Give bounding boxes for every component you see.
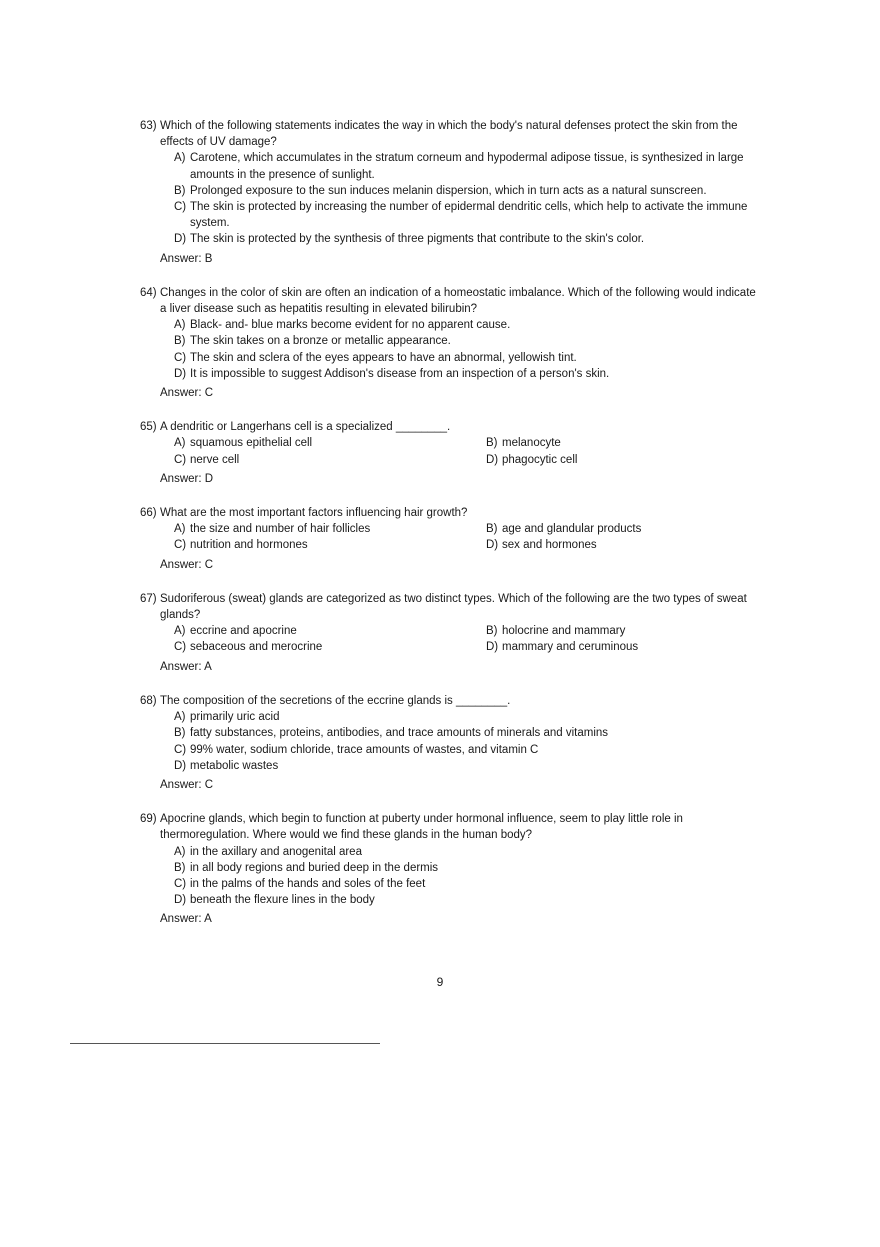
question-number: 65)	[140, 421, 157, 434]
question-item	[140, 591, 760, 675]
choice-text: melanocyte	[502, 437, 561, 450]
question-text: A dendritic or Langerhans cell is a specialized ________.	[160, 421, 451, 434]
question-item	[140, 505, 760, 573]
answer-choice	[174, 892, 760, 908]
answer-choice	[486, 452, 746, 468]
choice-text: It is impossible to suggest Addison's disease from an inspection of a person's skin.	[190, 367, 610, 380]
choice-text: Carotene, which accumulates in the stratum corneum and hypodermal adipose tissue, is synthesized in large amounts in the presence of sunlight.	[190, 152, 744, 181]
choice-letter: A)	[174, 523, 186, 536]
question-list	[140, 118, 760, 946]
answer-choices	[174, 844, 760, 909]
choice-text: The skin and sclera of the eyes appears to have an abnormal, yellowish tint.	[190, 351, 577, 364]
choice-letter: C)	[174, 743, 187, 756]
choice-text: nutrition and hormones	[190, 539, 308, 552]
choice-text: sex and hormones	[502, 539, 597, 552]
question-number: 68)	[140, 694, 157, 707]
answer-key: Answer: C	[160, 558, 214, 571]
choice-letter: D)	[486, 453, 499, 466]
choice-letter: C)	[174, 877, 187, 890]
choice-letter: D)	[486, 641, 499, 654]
choice-text: in all body regions and buried deep in the dermis	[190, 861, 439, 874]
question-number: 63)	[140, 120, 157, 132]
question-text: What are the most important factors influencing hair growth?	[160, 507, 468, 520]
answer-key: Answer: C	[160, 778, 214, 791]
answer-choice	[174, 709, 760, 725]
answer-key: Answer: A	[160, 913, 212, 926]
answer-choice	[174, 844, 760, 860]
choice-text: beneath the flexure lines in the body	[190, 894, 375, 907]
choice-letter: D)	[486, 539, 499, 552]
answer-choice	[174, 742, 760, 758]
choice-text: Prolonged exposure to the sun induces melanin dispersion, which in turn acts as a natural sunscreen.	[190, 184, 707, 197]
answer-choices	[174, 709, 760, 774]
choice-text: eccrine and apocrine	[190, 625, 297, 638]
question-number: 69)	[140, 813, 157, 826]
choice-text: mammary and ceruminous	[502, 641, 639, 654]
answer-choices	[174, 317, 760, 382]
answer-choice	[486, 639, 746, 655]
choice-letter: A)	[174, 845, 186, 858]
question-text: Apocrine glands, which begin to function at puberty under hormonal influence, seem to play little role in thermoregulation. Where would we find these glands in the human body?	[160, 813, 683, 842]
choice-letter: A)	[174, 152, 186, 165]
choice-letter: A)	[174, 437, 186, 450]
choice-letter: B)	[174, 184, 186, 197]
choice-letter: C)	[174, 201, 187, 214]
answer-choice	[174, 623, 486, 639]
question-text: Sudoriferous (sweat) glands are categorized as two distinct types. Which of the following are the two types of sweat glands?	[160, 592, 747, 622]
choice-text: The skin is protected by increasing the number of epidermal dendritic cells, which help to activate the immune system.	[190, 201, 748, 230]
question-header	[140, 591, 760, 623]
answer-key: Answer: B	[160, 252, 213, 265]
choice-text: The skin takes on a bronze or metallic appearance.	[190, 335, 451, 348]
answer-choice	[174, 521, 486, 537]
answer-choice	[174, 231, 760, 247]
question-text: Changes in the color of skin are often an indication of a homeostatic imbalance. Which of the following would indicate a liver disease such as hepatitis resulting in elevated bilirubin?	[160, 286, 756, 316]
choice-text: holocrine and mammary	[502, 625, 626, 638]
question-number: 64)	[140, 286, 157, 299]
answer-choices	[174, 623, 760, 655]
choice-text: in the palms of the hands and soles of the feet	[190, 877, 426, 890]
page-number: 9	[436, 975, 444, 989]
choice-text: age and glandular products	[502, 523, 642, 536]
answer-choices	[174, 521, 760, 553]
choice-text: the size and number of hair follicles	[190, 523, 371, 536]
choice-text: sebaceous and merocrine	[190, 641, 323, 654]
answer-choice	[174, 199, 760, 231]
choice-text: fatty substances, proteins, antibodies, and trace amounts of minerals and vitamins	[190, 727, 609, 740]
choice-letter: B)	[174, 727, 186, 740]
answer-choice	[174, 758, 760, 774]
choice-text: 99% water, sodium chloride, trace amounts of wastes, and vitamin C	[190, 743, 539, 756]
choice-letter: D)	[174, 367, 187, 380]
answer-choice	[174, 639, 486, 655]
answer-choice	[174, 333, 760, 349]
choice-letter: B)	[174, 861, 186, 874]
choice-text: Black- and- blue marks become evident for no apparent cause.	[190, 319, 511, 332]
choice-letter: A)	[174, 711, 186, 724]
choice-letter: C)	[174, 539, 187, 552]
answer-choice	[174, 435, 486, 451]
choice-letter: C)	[174, 641, 187, 654]
answer-choice	[174, 183, 760, 199]
answer-choices	[174, 435, 760, 467]
answer-choice	[486, 435, 746, 451]
question-header	[140, 419, 760, 435]
question-header	[140, 811, 760, 843]
choice-letter: D)	[174, 759, 187, 772]
question-item	[140, 118, 760, 267]
choice-letter: D)	[174, 894, 187, 907]
choice-letter: D)	[174, 233, 187, 246]
choice-text: metabolic wastes	[190, 759, 279, 772]
choice-letter: C)	[174, 453, 187, 466]
choice-text: The skin is protected by the synthesis of three pigments that contribute to the skin's color.	[190, 233, 645, 246]
answer-choice	[174, 537, 486, 553]
choice-text: nerve cell	[190, 453, 240, 466]
choice-text: primarily uric acid	[190, 711, 280, 724]
choice-letter: B)	[486, 625, 498, 638]
answer-choice	[174, 860, 760, 876]
answer-choices	[174, 150, 760, 247]
question-text: The composition of the secretions of the eccrine glands is ________.	[160, 694, 511, 707]
choice-text: phagocytic cell	[502, 453, 578, 466]
answer-choice	[486, 623, 746, 639]
question-header	[140, 693, 760, 709]
answer-choice	[174, 350, 760, 366]
choice-text: squamous epithelial cell	[190, 437, 313, 450]
question-item	[140, 693, 760, 793]
question-header	[140, 118, 760, 150]
answer-choice	[174, 150, 760, 182]
answer-choice	[486, 537, 746, 553]
answer-key: Answer: A	[160, 660, 212, 673]
choice-letter: A)	[174, 319, 186, 332]
question-item	[140, 811, 760, 927]
footer-divider	[70, 1043, 380, 1044]
choice-letter: B)	[486, 523, 498, 536]
choice-letter: B)	[486, 437, 498, 450]
choice-text: in the axillary and anogenital area	[190, 845, 362, 858]
choice-letter: A)	[174, 625, 186, 638]
answer-key: Answer: C	[160, 387, 214, 400]
answer-choice	[174, 317, 760, 333]
question-number: 67)	[140, 592, 157, 605]
answer-choice	[174, 366, 760, 382]
answer-choice	[486, 521, 746, 537]
answer-choice	[174, 452, 486, 468]
question-number: 66)	[140, 507, 157, 520]
answer-key: Answer: D	[160, 472, 214, 485]
question-item	[140, 419, 760, 487]
choice-letter: C)	[174, 351, 187, 364]
answer-choice	[174, 876, 760, 892]
question-header	[140, 505, 760, 521]
question-item	[140, 285, 760, 401]
question-text: Which of the following statements indicates the way in which the body's natural defenses protect the skin from the effects of UV damage?	[160, 120, 738, 149]
question-header	[140, 285, 760, 317]
answer-choice	[174, 725, 760, 741]
choice-letter: B)	[174, 335, 186, 348]
